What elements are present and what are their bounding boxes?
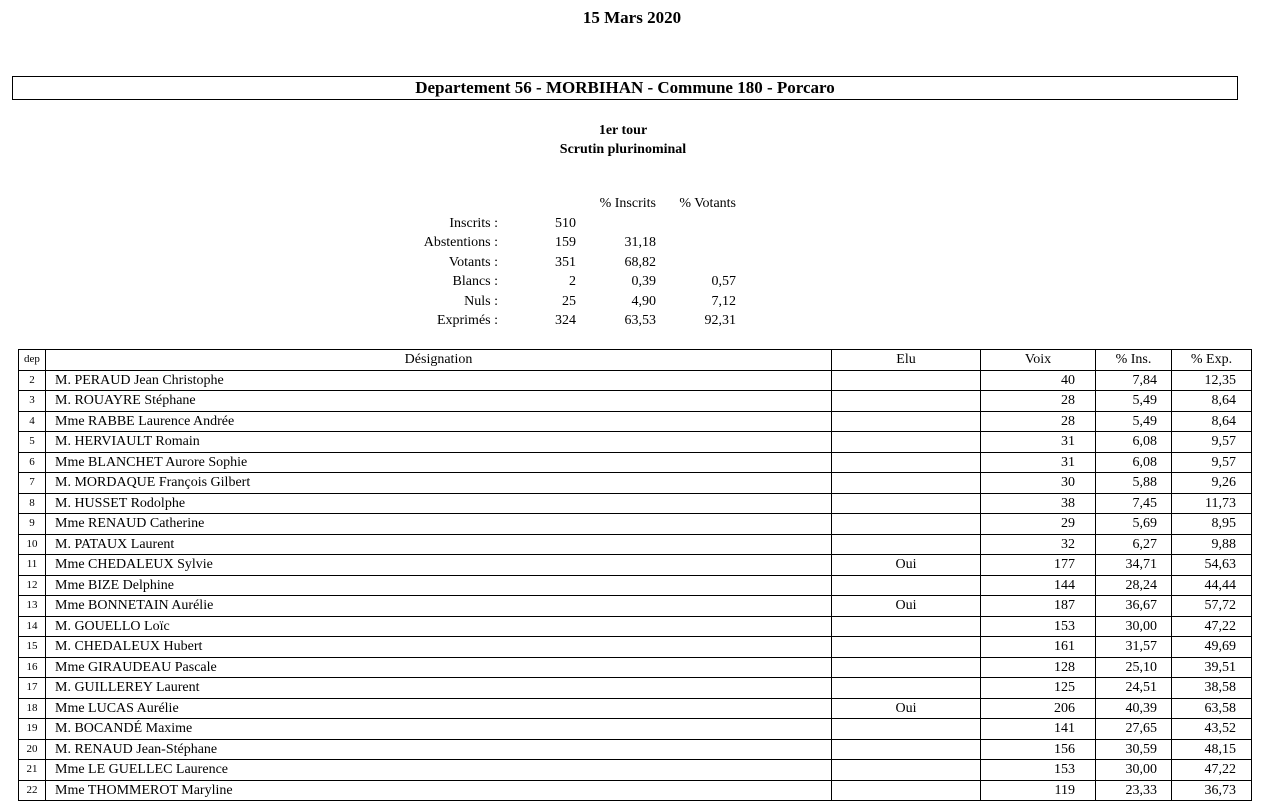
cell-pct-exp: 9,57 [1172,452,1252,473]
cell-designation: M. MORDAQUE François Gilbert [46,473,832,494]
cell-dep: 16 [19,657,46,678]
cell-pct-ins: 24,51 [1096,678,1172,699]
cell-pct-ins: 28,24 [1096,575,1172,596]
cell-pct-exp: 8,95 [1172,514,1252,535]
cell-elu [832,411,981,432]
cell-voix: 30 [981,473,1096,494]
cell-dep: 17 [19,678,46,699]
cell-pct-ins: 7,45 [1096,493,1172,514]
table-row [19,514,1252,535]
tour-label: 1er tour [598,123,648,138]
cell-designation: M. GUILLEREY Laurent [46,678,832,699]
turnout-value: 510 [555,215,576,231]
cell-dep: 5 [19,432,46,453]
turnout-value: 159 [555,235,576,250]
table-row [19,637,1252,658]
cell-elu [832,452,981,473]
cell-voix: 177 [981,555,1096,576]
cell-pct-ins: 7,84 [1096,370,1172,391]
turnout-row [380,253,736,273]
cell-pct-ins: 30,59 [1096,739,1172,760]
cell-voix: 156 [981,739,1096,760]
col-pct-inscrits: % Inscrits [599,196,656,211]
turnout-row [380,214,736,234]
cell-pct-exp: 12,35 [1172,370,1252,391]
table-row [19,370,1252,391]
cell-dep: 10 [19,534,46,555]
header-voix: Voix [981,350,1096,371]
cell-dep: 9 [19,514,46,535]
table-row [19,596,1252,617]
cell-elu [832,657,981,678]
cell-designation: M. RENAUD Jean-Stéphane [46,739,832,760]
cell-elu [832,719,981,740]
cell-pct-exp: 43,52 [1172,719,1252,740]
table-row [19,493,1252,514]
cell-designation: M. HUSSET Rodolphe [46,493,832,514]
table-row [19,698,1252,719]
cell-pct-ins: 31,57 [1096,637,1172,658]
table-row [19,657,1252,678]
turnout-label: Abstentions : [423,235,498,250]
table-row [19,473,1252,494]
cell-pct-ins: 30,00 [1096,760,1172,781]
cell-pct-ins: 5,49 [1096,391,1172,412]
cell-pct-exp: 47,22 [1172,760,1252,781]
turnout-row [380,311,736,331]
cell-designation: Mme GIRAUDEAU Pascale [46,657,832,678]
table-row [19,391,1252,412]
page-date: 15 Mars 2020 [582,8,682,27]
cell-voix: 144 [981,575,1096,596]
cell-elu [832,473,981,494]
cell-pct-exp: 57,72 [1172,596,1252,617]
cell-pct-exp: 36,73 [1172,780,1252,801]
cell-elu [832,534,981,555]
cell-voix: 28 [981,411,1096,432]
cell-voix: 119 [981,780,1096,801]
cell-voix: 161 [981,637,1096,658]
turnout-pct-votants: 0,57 [711,274,736,289]
turnout-header-row [380,194,736,214]
cell-pct-ins: 40,39 [1096,698,1172,719]
cell-dep: 13 [19,596,46,617]
cell-voix: 40 [981,370,1096,391]
cell-elu [832,432,981,453]
cell-pct-exp: 8,64 [1172,411,1252,432]
cell-elu [832,678,981,699]
cell-pct-exp: 38,58 [1172,678,1252,699]
cell-pct-ins: 5,49 [1096,411,1172,432]
turnout-label: Blancs : [452,274,498,289]
turnout-pct-inscrits: 4,90 [631,293,656,309]
cell-elu: Oui [832,698,981,719]
results-header-row [19,350,1252,371]
cell-designation: Mme THOMMEROT Maryline [46,780,832,801]
cell-dep: 15 [19,637,46,658]
cell-pct-exp: 44,44 [1172,575,1252,596]
turnout-label: Inscrits : [449,215,498,231]
cell-elu [832,760,981,781]
cell-pct-exp: 63,58 [1172,698,1252,719]
header-dep: dep [19,350,46,371]
cell-elu [832,575,981,596]
cell-elu [832,391,981,412]
turnout-value: 351 [555,254,576,270]
cell-voix: 153 [981,760,1096,781]
cell-designation: Mme BLANCHET Aurore Sophie [46,452,832,473]
table-row [19,719,1252,740]
cell-dep: 19 [19,719,46,740]
cell-designation: M. GOUELLO Loïc [46,616,832,637]
turnout-row [380,233,736,253]
turnout-label: Nuls : [464,293,498,309]
cell-designation: M. HERVIAULT Romain [46,432,832,453]
table-row [19,534,1252,555]
cell-pct-exp: 47,22 [1172,616,1252,637]
table-row [19,411,1252,432]
turnout-value: 25 [562,293,576,309]
table-row [19,739,1252,760]
cell-designation: M. PERAUD Jean Christophe [46,370,832,391]
cell-designation: Mme CHEDALEUX Sylvie [46,555,832,576]
header-pct-ins: % Ins. [1096,350,1172,371]
cell-pct-ins: 6,08 [1096,452,1172,473]
cell-designation: M. PATAUX Laurent [46,534,832,555]
cell-elu [832,514,981,535]
table-row [19,780,1252,801]
cell-designation: Mme BONNETAIN Aurélie [46,596,832,617]
cell-elu [832,493,981,514]
cell-voix: 206 [981,698,1096,719]
cell-voix: 29 [981,514,1096,535]
cell-elu: Oui [832,596,981,617]
cell-designation: Mme RABBE Laurence Andrée [46,411,832,432]
cell-pct-exp: 8,64 [1172,391,1252,412]
table-row [19,575,1252,596]
cell-pct-ins: 6,08 [1096,432,1172,453]
cell-voix: 187 [981,596,1096,617]
cell-dep: 4 [19,411,46,432]
cell-pct-exp: 48,15 [1172,739,1252,760]
cell-pct-ins: 30,00 [1096,616,1172,637]
turnout-pct-inscrits: 31,18 [624,235,656,250]
table-row [19,678,1252,699]
cell-dep: 7 [19,473,46,494]
cell-designation: Mme RENAUD Catherine [46,514,832,535]
cell-pct-ins: 6,27 [1096,534,1172,555]
cell-pct-ins: 36,67 [1096,596,1172,617]
cell-designation: M. ROUAYRE Stéphane [46,391,832,412]
cell-designation: Mme LUCAS Aurélie [46,698,832,719]
cell-dep: 18 [19,698,46,719]
table-row [19,432,1252,453]
cell-elu [832,780,981,801]
table-row [19,760,1252,781]
cell-elu [832,370,981,391]
cell-voix: 31 [981,452,1096,473]
turnout-pct-votants: 92,31 [704,313,736,328]
header-pct-exp: % Exp. [1172,350,1252,371]
turnout-summary-table [380,194,736,331]
cell-pct-exp: 9,26 [1172,473,1252,494]
turnout-pct-votants: 7,12 [711,293,736,309]
election-round [0,121,1246,159]
cell-pct-ins: 5,69 [1096,514,1172,535]
turnout-pct-votants [656,233,736,253]
cell-elu [832,739,981,760]
cell-pct-exp: 11,73 [1172,493,1252,514]
col-pct-votants: % Votants [679,196,736,211]
cell-pct-exp: 39,51 [1172,657,1252,678]
table-row [19,555,1252,576]
cell-elu: Oui [832,555,981,576]
cell-dep: 14 [19,616,46,637]
cell-voix: 141 [981,719,1096,740]
commune-title: Departement 56 - MORBIHAN - Commune 180 - Porcaro [12,76,1238,100]
cell-voix: 32 [981,534,1096,555]
cell-designation: Mme BIZE Delphine [46,575,832,596]
cell-dep: 22 [19,780,46,801]
cell-elu [832,616,981,637]
turnout-row [380,272,736,292]
turnout-pct-inscrits: 0,39 [631,274,656,289]
cell-dep: 6 [19,452,46,473]
scrutin-label: Scrutin plurinominal [559,142,687,157]
turnout-pct-inscrits [576,214,656,234]
turnout-pct-inscrits: 63,53 [624,313,656,328]
table-row [19,616,1252,637]
cell-pct-exp: 9,57 [1172,432,1252,453]
cell-designation: Mme LE GUELLEC Laurence [46,760,832,781]
turnout-pct-votants [656,214,736,234]
cell-dep: 2 [19,370,46,391]
header-designation: Désignation [46,350,832,371]
cell-voix: 125 [981,678,1096,699]
cell-voix: 28 [981,391,1096,412]
candidates-results-table [18,349,1252,801]
cell-elu [832,637,981,658]
cell-voix: 153 [981,616,1096,637]
cell-pct-ins: 34,71 [1096,555,1172,576]
cell-designation: M. BOCANDÉ Maxime [46,719,832,740]
table-row [19,452,1252,473]
turnout-value: 2 [569,274,576,289]
turnout-value: 324 [555,313,576,328]
cell-dep: 3 [19,391,46,412]
turnout-label: Exprimés : [436,313,498,328]
cell-designation: M. CHEDALEUX Hubert [46,637,832,658]
cell-dep: 20 [19,739,46,760]
cell-dep: 8 [19,493,46,514]
cell-pct-exp: 9,88 [1172,534,1252,555]
cell-voix: 31 [981,432,1096,453]
turnout-pct-votants [656,253,736,273]
cell-dep: 21 [19,760,46,781]
cell-pct-exp: 54,63 [1172,555,1252,576]
turnout-pct-inscrits: 68,82 [624,254,656,270]
cell-pct-ins: 5,88 [1096,473,1172,494]
header-elu: Elu [832,350,981,371]
cell-dep: 12 [19,575,46,596]
cell-dep: 11 [19,555,46,576]
cell-voix: 128 [981,657,1096,678]
cell-pct-ins: 27,65 [1096,719,1172,740]
turnout-label: Votants : [448,254,498,270]
cell-pct-ins: 23,33 [1096,780,1172,801]
cell-pct-exp: 49,69 [1172,637,1252,658]
cell-voix: 38 [981,493,1096,514]
cell-pct-ins: 25,10 [1096,657,1172,678]
turnout-row [380,292,736,312]
